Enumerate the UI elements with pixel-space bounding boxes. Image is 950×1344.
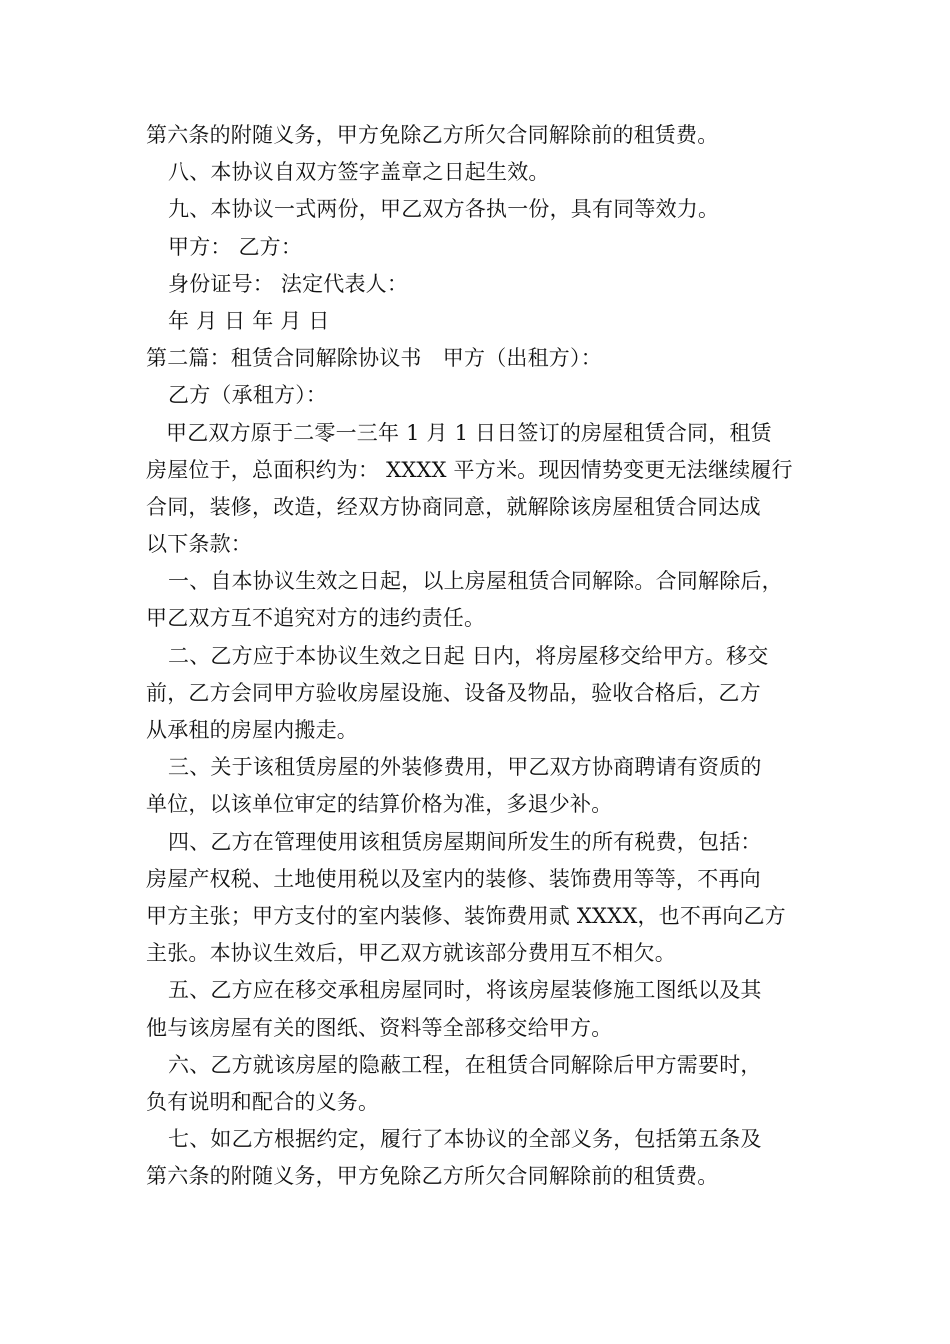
clause-6-line: 六、乙方就该房屋的隐蔽工程，在租赁合同解除后甲方需要时， — [168, 1052, 762, 1077]
paragraph-line: 单位，以该单位审定的结算价格为准，多退少补。 — [146, 792, 613, 817]
paragraph-line: 他与该房屋有关的图纸、资料等全部移交给甲方。 — [146, 1015, 613, 1040]
paragraph-line: 房屋位于，总面积约为： XXXX 平方米。现因情势变更无法继续履行 — [146, 457, 793, 482]
clause-5-line: 五、乙方应在移交承租房屋同时，将该房屋装修施工图纸以及其 — [168, 978, 762, 1003]
paragraph-line: 甲方主张；甲方支付的室内装修、装饰费用贰 XXXX，也不再向乙方 — [146, 903, 786, 928]
paragraph-line: 第六条的附随义务，甲方免除乙方所欠合同解除前的租赁费。 — [146, 123, 719, 147]
id-representative-line: 身份证号： 法定代表人： — [168, 271, 409, 296]
party-signature-line: 甲方： 乙方： — [168, 234, 303, 259]
lessee-line: 乙方（承租方）： — [168, 383, 328, 408]
clause-4-line: 四、乙方在管理使用该租赁房屋期间所发生的所有税费，包括： — [168, 829, 762, 854]
paragraph-line: 甲乙双方原于二零一三年 1 月 1 日日签订的房屋租赁合同，租赁 — [166, 420, 772, 445]
date-line: 年 月 日 年 月 日 — [168, 308, 330, 333]
document-body — [146, 117, 810, 1195]
paragraph-line: 合同，装修，改造，经双方协商同意，就解除该房屋租赁合同达成 — [146, 494, 761, 519]
paragraph-line: 前，乙方会同甲方验收房屋设施、设备及物品，验收合格后，乙方 — [146, 680, 761, 705]
clause-7-line: 七、如乙方根据约定，履行了本协议的全部义务，包括第五条及 — [168, 1127, 762, 1152]
paragraph-line: 房屋产权税、土地使用税以及室内的装修、装饰费用等等，不再向 — [146, 866, 761, 891]
clause-9-line: 九、本协议一式两份，甲乙双方各执一份，具有同等效力。 — [168, 197, 720, 222]
paragraph-line: 以下条款： — [146, 532, 252, 557]
clause-1-line: 一、自本协议生效之日起，以上房屋租赁合同解除。合同解除后， — [168, 569, 783, 594]
paragraph-line: 主张。本协议生效后，甲乙双方就该部分费用互不相欠。 — [146, 941, 676, 966]
clause-3-line: 三、关于该租赁房屋的外装修费用，甲乙双方协商聘请有资质的 — [168, 755, 762, 780]
section-title: 第二篇：租赁合同解除协议书 甲方（出租方）： — [146, 346, 602, 371]
clause-8-line: 八、本协议自双方签字盖章之日起生效。 — [168, 160, 550, 185]
paragraph-line: 负有说明和配合的义务。 — [146, 1089, 380, 1114]
clause-2-line: 二、乙方应于本协议生效之日起 日内，将房屋移交给甲方。移交 — [168, 643, 769, 668]
paragraph-line: 第六条的附随义务，甲方免除乙方所欠合同解除前的租赁费。 — [146, 1164, 719, 1189]
paragraph-line: 从承租的房屋内搬走。 — [146, 718, 358, 742]
paragraph-line: 甲乙双方互不追究对方的违约责任。 — [146, 606, 486, 631]
